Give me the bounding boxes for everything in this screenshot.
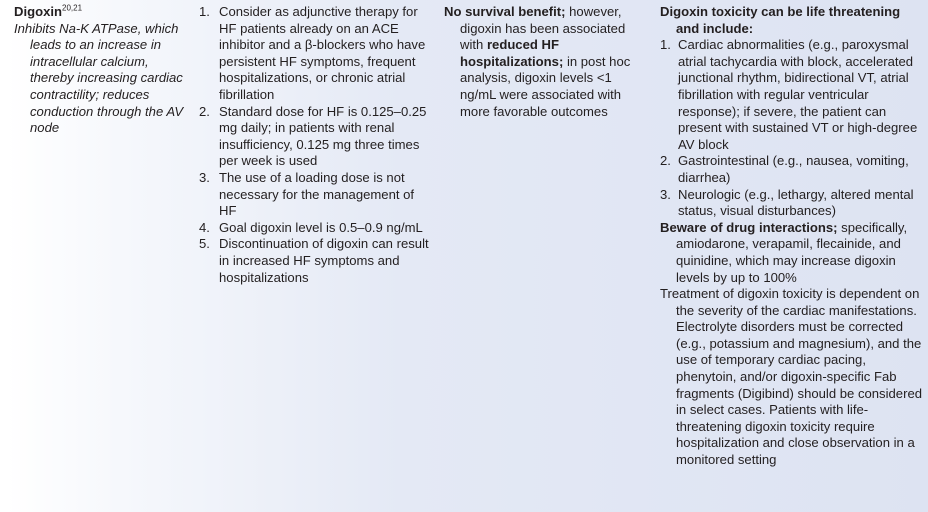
uses-column xyxy=(195,4,435,286)
outcomes-text-a: however, digoxin has been associated with xyxy=(460,4,626,53)
toxicity-item xyxy=(660,153,922,186)
toxicity-item-number: 2. xyxy=(660,153,671,169)
toxicity-heading: Digoxin toxicity can be life threatening and include: xyxy=(660,4,901,36)
use-item xyxy=(195,4,435,104)
drug-name-line xyxy=(14,4,192,21)
toxicity-item-text: Neurologic (e.g., lethargy, altered mental status, visual disturbances) xyxy=(678,186,914,219)
use-item-number: 2. xyxy=(199,103,210,119)
drug-mechanism: Inhibits Na-K ATPase, which leads to an increase in intracellular calcium, thereby increasing cardiac contractility; reduces conduction through the AV node xyxy=(14,20,184,136)
use-item-text: Discontinuation of digoxin can result in increased HF symptoms and hospitalizations xyxy=(219,236,429,285)
toxicity-item xyxy=(660,37,922,153)
toxicity-item-text: Gastrointestinal (e.g., nausea, vomiting, diarrhea) xyxy=(678,153,909,185)
interactions-text: specifically, amiodarone, verapamil, flecainide, and quinidine, which may increase digoxin levels by up to 100% xyxy=(676,219,908,285)
use-item-text: The use of a loading dose is not necessary for the management of HF xyxy=(219,169,415,219)
use-item-text: Consider as adjunctive therapy for HF patients already on an ACE inhibitor and a β-blockers who have persistent HF symptoms, frequent hospitalizations, or chronic atrial fibrillation xyxy=(219,4,426,102)
use-item xyxy=(195,236,435,286)
use-item-number: 4. xyxy=(199,219,210,235)
toxicity-item xyxy=(660,187,922,220)
drug-refs: 20,21 xyxy=(62,3,83,13)
toxicity-list xyxy=(660,37,922,220)
outcomes-text-c: in post hoc analysis, digoxin levels <1 ng/mL were associated with more favorable outcomes xyxy=(460,53,631,119)
use-item xyxy=(195,170,435,220)
use-item xyxy=(195,104,435,170)
uses-list xyxy=(195,4,435,286)
toxicity-item-number: 1. xyxy=(660,37,671,53)
use-item-number: 3. xyxy=(199,169,210,185)
use-item-text: Goal digoxin level is 0.5–0.9 ng/mL xyxy=(219,219,423,235)
drug-name: Digoxin xyxy=(14,4,63,19)
outcomes-text xyxy=(444,4,644,120)
use-item-number: 1. xyxy=(199,4,210,19)
outcomes-bold-b: reduced HF hospitalizations; xyxy=(460,37,564,69)
toxicity-treatment: Treatment of digoxin toxicity is dependent on the severity of the cardiac manifestations. Electrolyte disorders must be corrected (e.g., potassium and magnesium), and the use of temporary cardiac pacing, phenytoin, and/or digoxin-specific Fab fragments (Digibind) should be considered in select cases. Patients with life-threatening digoxin toxicity require hospitalization and close observation in a monitored setting xyxy=(660,286,923,468)
use-item-number: 5. xyxy=(199,236,210,252)
outcomes-column xyxy=(444,4,644,120)
toxicity-column xyxy=(660,4,922,469)
use-item-text: Standard dose for HF is 0.125–0.25 mg daily; in patients with renal insufficiency, 0.125 mg three times per week is used xyxy=(219,103,427,169)
toxicity-item-number: 3. xyxy=(660,186,671,202)
interactions-heading: Beware of drug interactions; xyxy=(660,219,838,235)
drug-column xyxy=(14,4,192,137)
outcomes-lead: No survival benefit; xyxy=(444,4,566,19)
drug-interactions xyxy=(660,220,922,286)
use-item xyxy=(195,220,435,237)
toxicity-item-text: Cardiac abnormalities (e.g., paroxysmal atrial tachycardia with block, accelerated junctional rhythm, bidirectional VT, atrial fibrillation with regular ventricular response); if severe, the patient can present with sustained VT or high-degree AV block xyxy=(678,37,918,152)
